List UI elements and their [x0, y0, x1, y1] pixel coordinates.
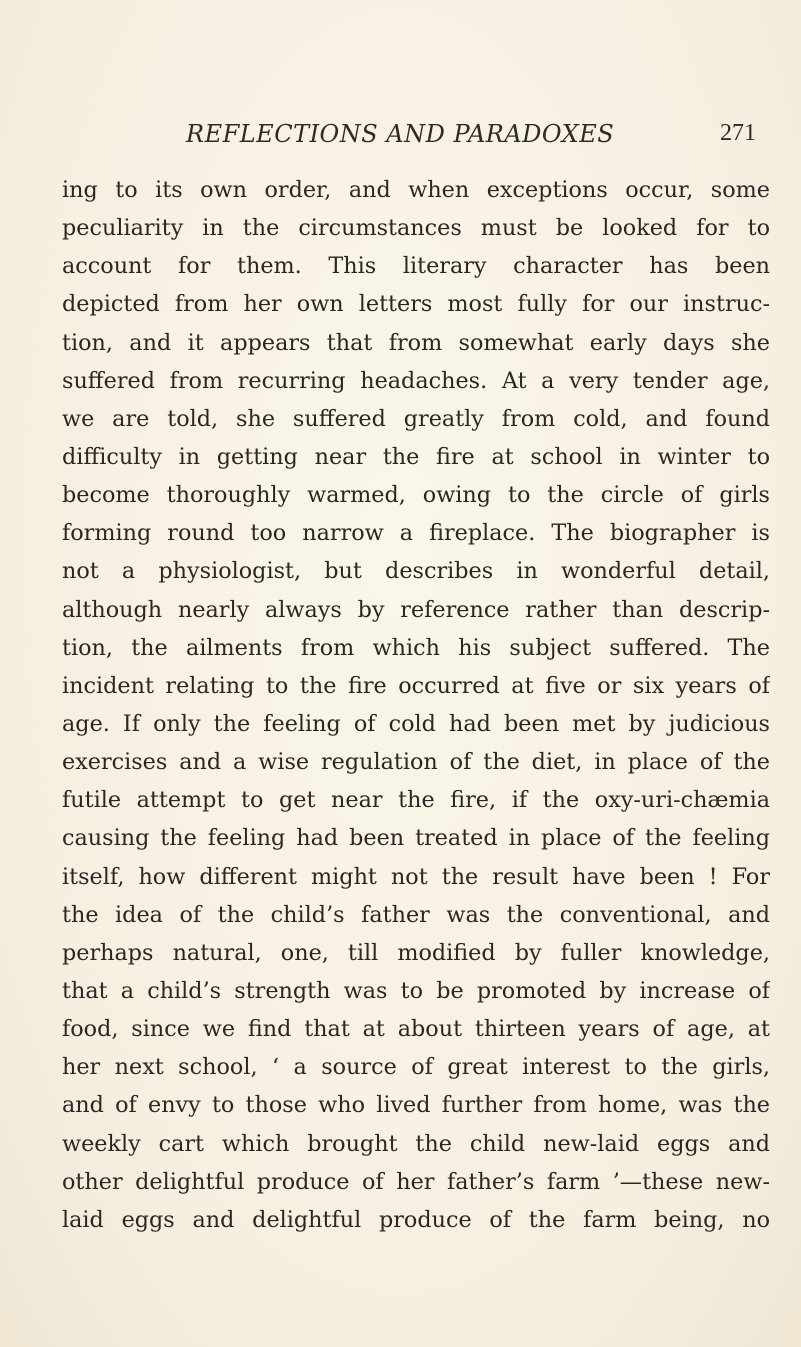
- text-line: that a child’s strength was to be promoted by increase of: [62, 977, 770, 1004]
- text-line: perhaps natural, one, till modified by fuller knowledge,: [62, 939, 770, 966]
- text-line: incident relating to the fire occurred at five or six years of: [62, 672, 770, 699]
- text-line: and of envy to those who lived further from home, was the: [62, 1092, 770, 1119]
- text-line: peculiarity in the circumstances must be looked for to: [62, 215, 770, 242]
- running-head: [186, 118, 756, 152]
- text-line: ing to its own order, and when exceptions occur, some: [62, 177, 770, 203]
- running-title: REFLECTIONS AND PARADOXES: [186, 120, 615, 148]
- text-line: difficulty in getting near the fire at school in winter to: [62, 443, 770, 470]
- text-line: her next school, ‘ a source of great interest to the girls,: [62, 1054, 770, 1081]
- text-line: futile attempt to get near the fire, if the oxy-uri-chæmia: [62, 787, 770, 814]
- text-line: not a physiologist, but describes in wonderful detail,: [62, 558, 770, 585]
- text-line: depicted from her own letters most fully for our instruc-: [62, 291, 770, 318]
- body-text: [62, 171, 770, 1239]
- text-line: itself, how different might not the result have been ! For: [62, 863, 770, 890]
- text-line: tion, and it appears that from somewhat early days she: [62, 329, 770, 356]
- text-line: suffered from recurring headaches. At a very tender age,: [62, 367, 770, 394]
- text-line: other delightful produce of her father’s farm ’—these new-: [62, 1168, 770, 1195]
- text-line: although nearly always by reference rather than descrip-: [62, 596, 770, 623]
- text-line: tion, the ailments from which his subject suffered. The: [62, 634, 770, 661]
- page-number: 271: [720, 120, 756, 146]
- text-line: we are told, she suffered greatly from cold, and found: [62, 405, 770, 432]
- text-line: account for them. This literary character has been: [62, 253, 770, 280]
- text-line: age. If only the feeling of cold had been met by judicious: [62, 710, 770, 737]
- text-line: the idea of the child’s father was the conventional, and: [62, 901, 770, 928]
- text-line: laid eggs and delightful produce of the farm being, no: [62, 1206, 770, 1233]
- text-line: become thoroughly warmed, owing to the circle of girls: [62, 482, 770, 509]
- text-line: causing the feeling had been treated in place of the feeling: [62, 825, 770, 852]
- text-line: exercises and a wise regulation of the diet, in place of the: [62, 749, 770, 776]
- text-line: forming round too narrow a fireplace. The biographer is: [62, 520, 770, 547]
- text-line: weekly cart which brought the child new-laid eggs and: [62, 1130, 770, 1157]
- text-line: food, since we find that at about thirteen years of age, at: [62, 1016, 770, 1043]
